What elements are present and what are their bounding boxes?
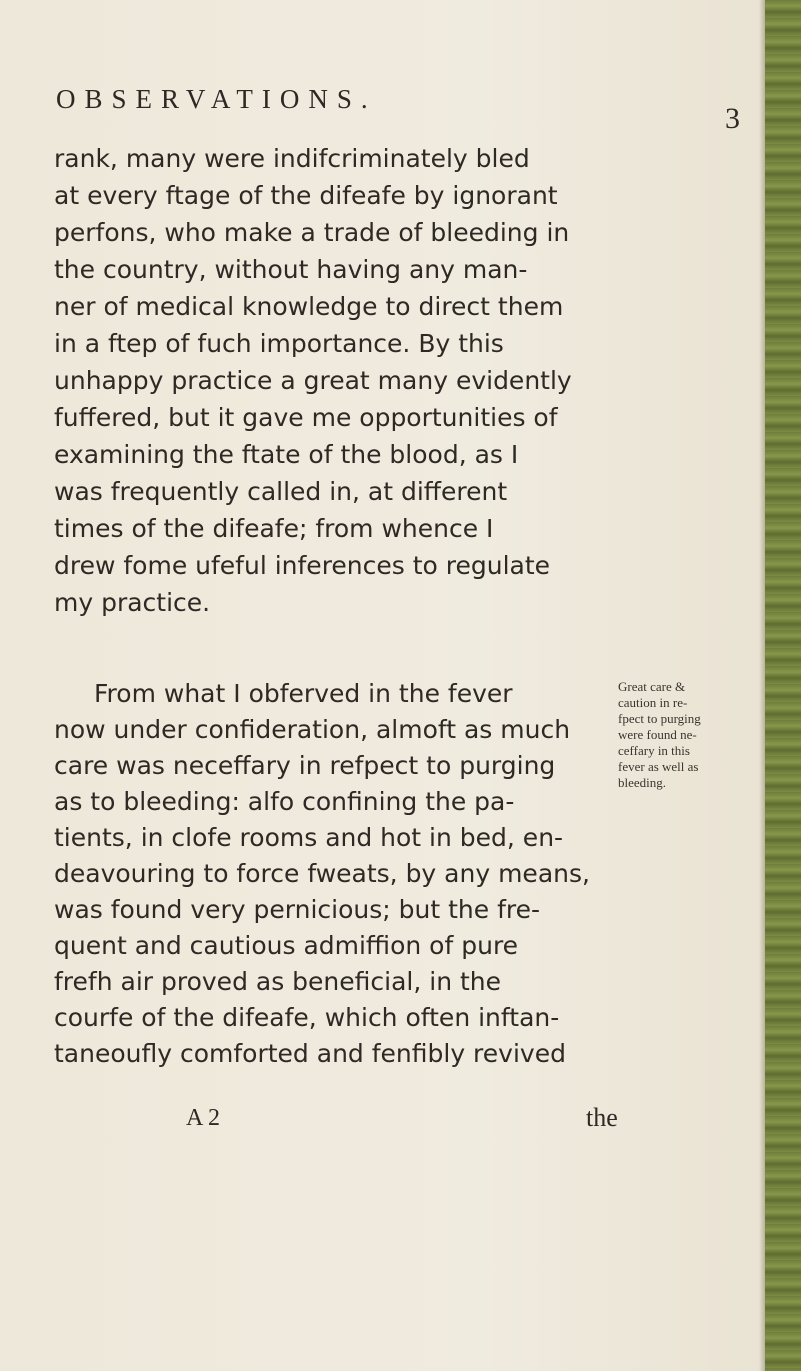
text-line: quent and cautious admiffion of pure: [54, 931, 519, 960]
text-line: rank, many were indifcriminately bled: [54, 144, 530, 173]
text-line: From what I obferved in the fever: [94, 679, 513, 708]
text-line: perfons, who make a trade of bleeding in: [54, 218, 570, 247]
text-line: frefh air proved as beneficial, in the: [54, 967, 502, 996]
page-number: 3: [725, 102, 740, 135]
text-line: deavouring to force fweats, by any means,: [54, 859, 590, 888]
text-line: at every ftage of the difeafe by ignorant: [54, 181, 558, 210]
text-line: drew fome ufeful inferences to regulate: [54, 551, 551, 580]
text-line: the country, without having any man-: [54, 255, 528, 284]
text-line: my practice.: [54, 588, 211, 617]
paragraph-2: [54, 676, 590, 1072]
text-line: care was neceffary in refpect to purging: [54, 751, 556, 780]
text-line: taneoufly comforted and fenfibly revived: [54, 1039, 566, 1068]
text-line: examining the ftate of the blood, as I: [54, 440, 519, 469]
text-line: now under confideration, almoft as much: [54, 715, 571, 744]
page-header: [0, 0, 801, 140]
text-line: ner of medical knowledge to direct them: [54, 292, 564, 321]
marginal-line: ceffary in this: [618, 743, 690, 758]
marginal-line: were found ne-: [618, 727, 697, 742]
marginal-line: fpect to purging: [618, 711, 701, 726]
text-line: as to bleeding: alfo confining the pa-: [54, 787, 515, 816]
text-line: in a ftep of fuch importance. By this: [54, 329, 504, 358]
signature-mark: A 2: [186, 1105, 221, 1131]
text-line: was frequently called in, at different: [54, 477, 508, 506]
marginal-note: [618, 679, 760, 791]
marginal-line: fever as well as: [618, 759, 699, 774]
text-line: courfe of the difeafe, which often inftan-: [54, 1003, 560, 1032]
marginal-line: bleeding.: [618, 775, 667, 790]
text-line: was found very pernicious; but the fre-: [54, 895, 541, 924]
running-head: OBSERVATIONS.: [56, 84, 377, 114]
text-line: tients, in clofe rooms and hot in bed, en-: [54, 823, 564, 852]
binding-edge: [765, 0, 801, 1371]
marginal-line: Great care &: [618, 679, 686, 694]
paragraph-1-text: [54, 140, 714, 621]
text-line: times of the difeafe; from whence I: [54, 514, 494, 543]
text-line: unhappy practice a great many evidently: [54, 366, 572, 395]
text-line: fuffered, but it gave me opportunities of: [54, 403, 558, 432]
paragraph-1: [54, 140, 714, 621]
catchword: the: [586, 1103, 618, 1132]
marginal-line: caution in re-: [618, 695, 688, 710]
